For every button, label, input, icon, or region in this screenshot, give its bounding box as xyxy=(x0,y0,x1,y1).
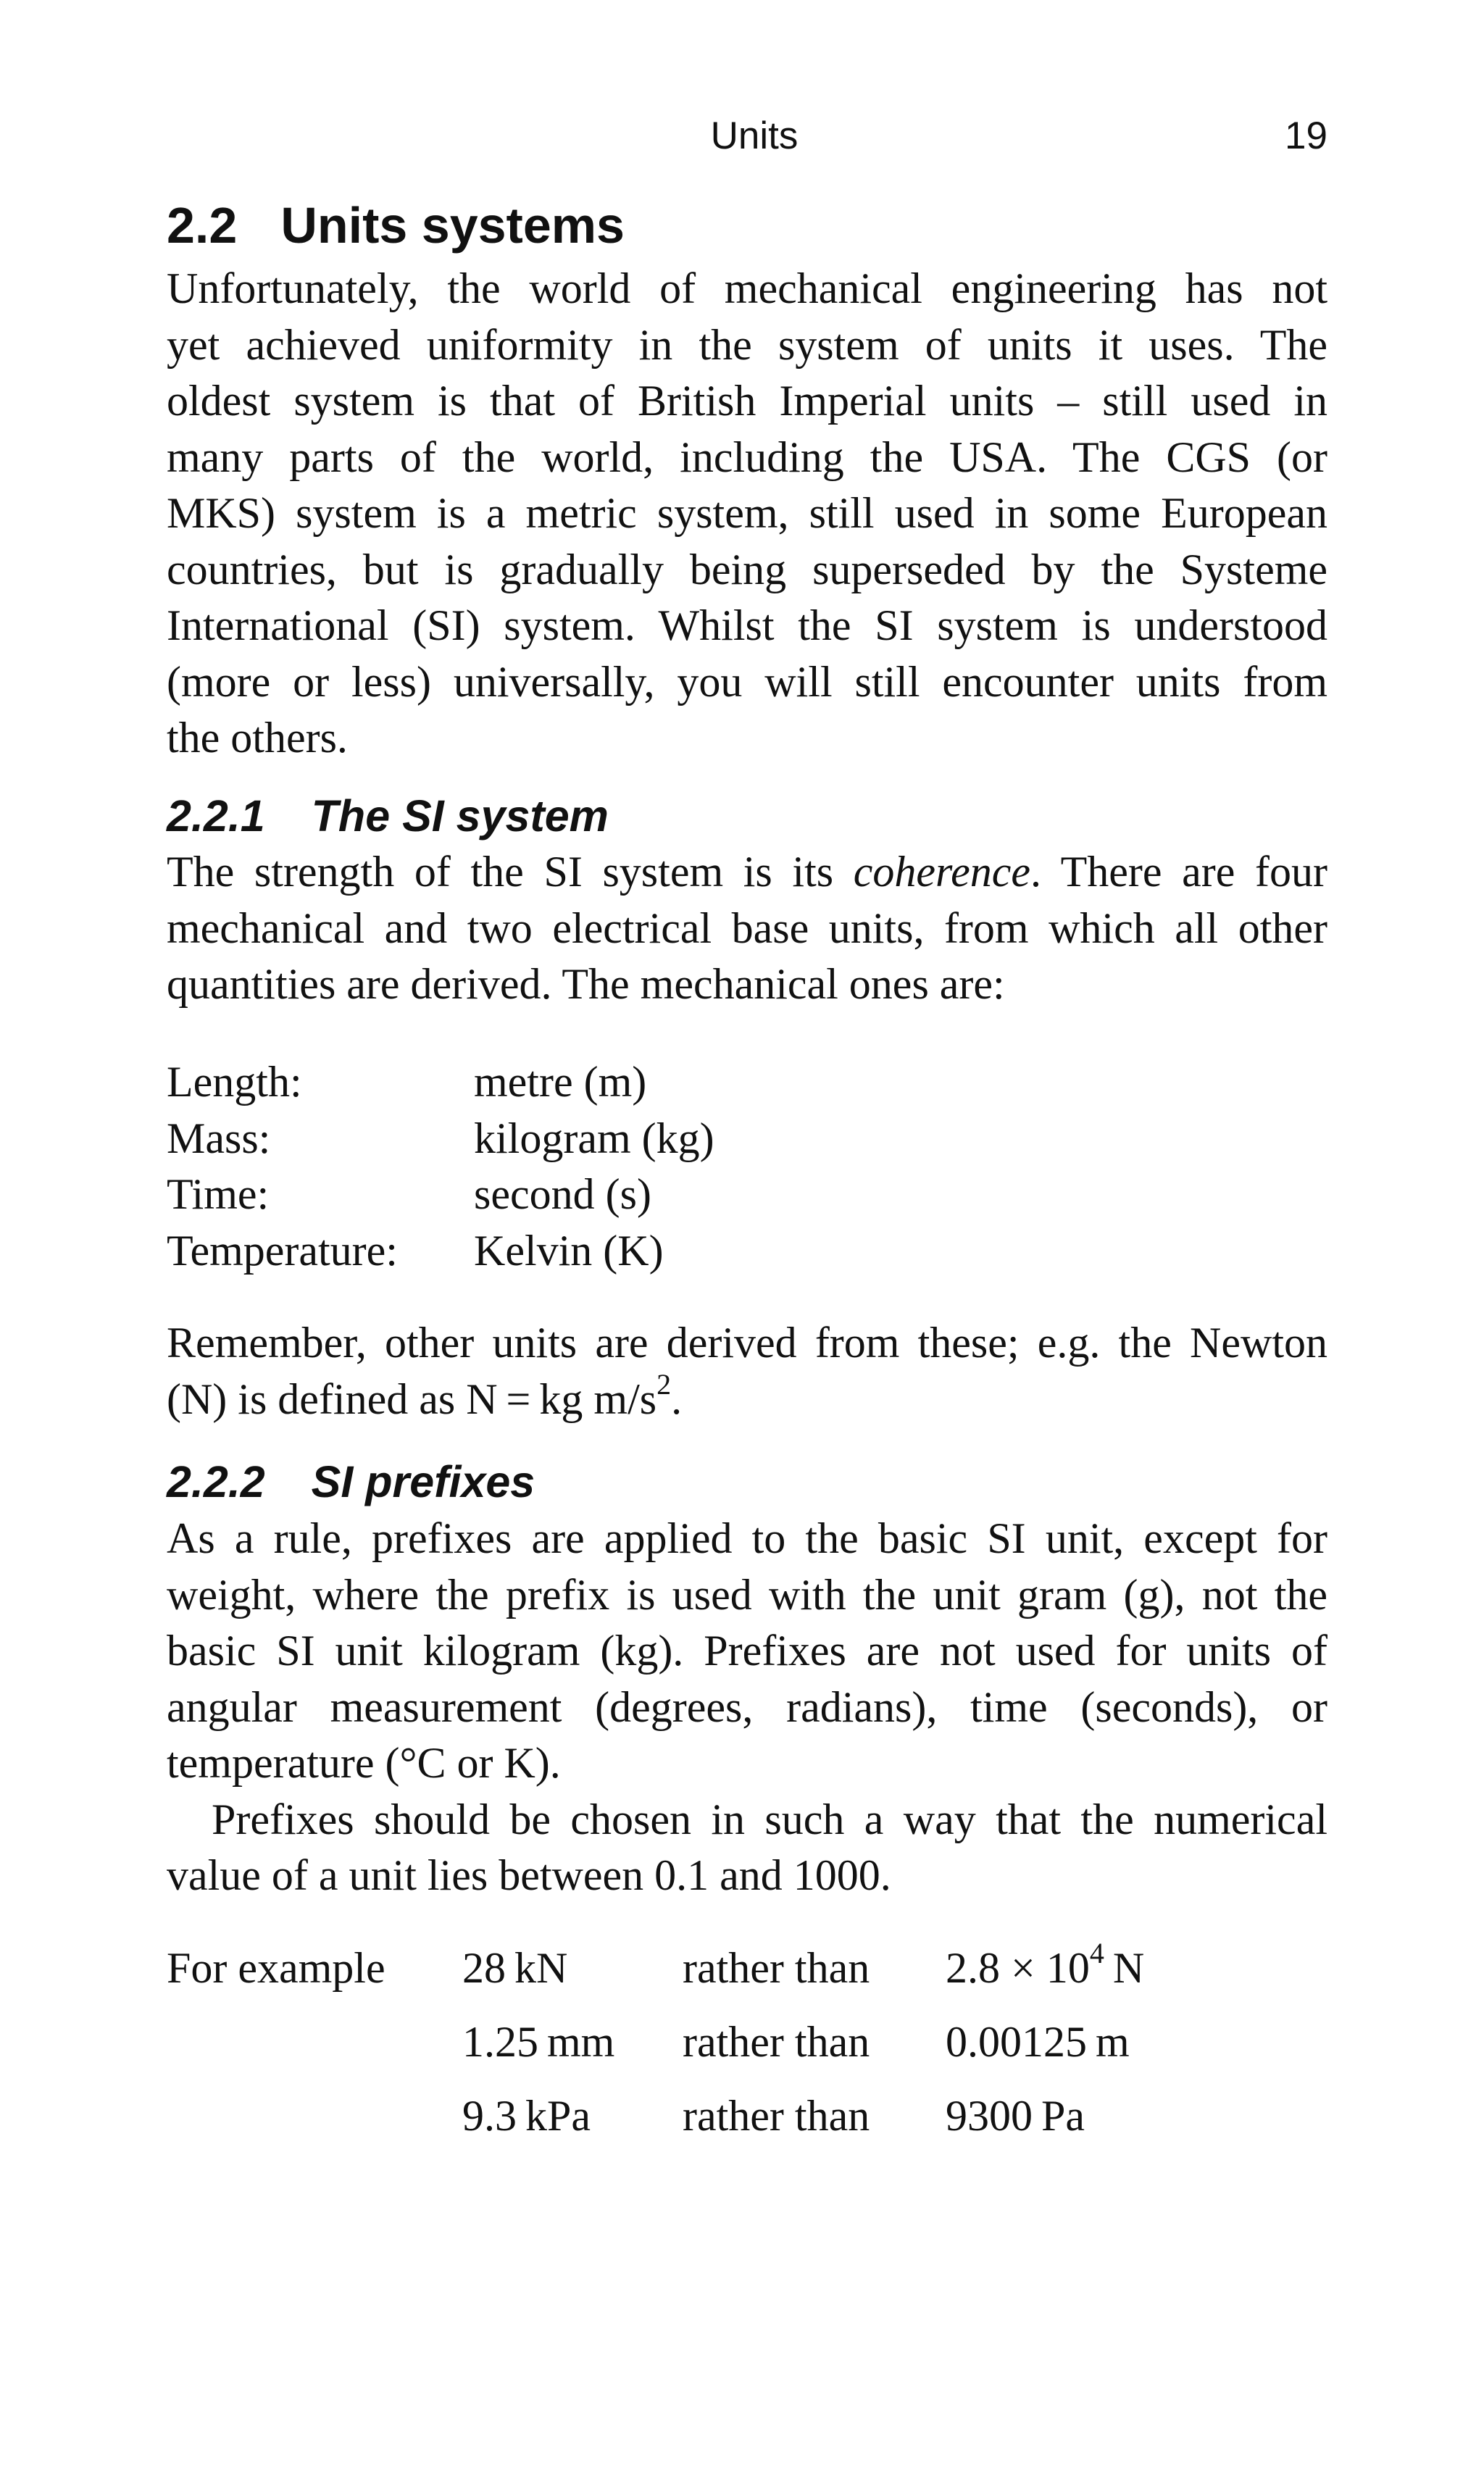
unit-value: kilogram (kg) xyxy=(474,1114,714,1162)
alternative-value xyxy=(946,2017,1130,2067)
table-row xyxy=(167,1167,714,1223)
paragraph-line: MKS) system is a metric system, still used in some European xyxy=(167,489,1327,537)
subsection-heading-si-system xyxy=(167,787,609,845)
paragraph-line: As a rule, prefixes are applied to the basic SI unit, except for xyxy=(167,1514,1327,1562)
quantity-label: Temperature: xyxy=(167,1226,398,1275)
example-lead: For example xyxy=(167,1944,385,1992)
alternative-value xyxy=(946,1937,1145,1993)
table-row xyxy=(167,1111,714,1167)
paragraph-line: the others. xyxy=(167,714,348,762)
section-number: 2.2 xyxy=(167,197,238,254)
connector-text: rather than xyxy=(683,2018,870,2066)
quantity-label: Time: xyxy=(167,1170,270,1218)
paragraph-line: quantities are derived. The mechanical ones are: xyxy=(167,960,1005,1008)
alt-base: 2.8 × 10 xyxy=(946,1944,1090,1992)
paragraph-line xyxy=(167,844,1327,901)
alternative-value xyxy=(946,2091,1085,2141)
prefixes-paragraph xyxy=(167,1511,1327,1904)
subsection-heading-si-prefixes xyxy=(167,1453,535,1511)
paragraph-line: yet achieved uniformity in the system of units it uses. The xyxy=(167,320,1327,369)
alt-base: 0.00125 m xyxy=(946,2018,1130,2066)
paragraph-line: International (SI) system. Whilst the SI system is understood xyxy=(167,601,1327,649)
paragraph-line: oldest system is that of British Imperial units – still used in xyxy=(167,377,1327,425)
preferred-value: 28 kN xyxy=(462,1944,568,1992)
unit-value: Kelvin (K) xyxy=(474,1226,664,1275)
section-paragraph xyxy=(167,261,1327,767)
connector-text: rather than xyxy=(683,1944,870,1992)
si-system-paragraph xyxy=(167,844,1327,1013)
superscript: 4 xyxy=(1089,1937,1104,1969)
quantity-label: Mass: xyxy=(167,1114,271,1162)
connector-text: rather than xyxy=(683,2092,870,2140)
paragraph-line: countries, but is gradually being superseded by the Systeme xyxy=(167,545,1327,593)
line-text: (N) is defined as N = kg m/s xyxy=(167,1375,657,1423)
line-text: . There are four xyxy=(1030,848,1327,896)
subsection-title: The SI system xyxy=(311,791,609,841)
paragraph-line: (more or less) universally, you will still encounter units from xyxy=(167,657,1327,706)
alt-base: 9300 Pa xyxy=(946,2092,1085,2140)
paragraph-line: weight, where the prefix is used with the unit gram (g), not the xyxy=(167,1570,1327,1619)
base-units-table xyxy=(167,1054,714,1279)
paragraph-line: angular measurement (degrees, radians), time (seconds), or xyxy=(167,1682,1327,1731)
table-row xyxy=(167,1223,714,1280)
running-header xyxy=(167,107,1327,165)
paragraph-line: many parts of the world, including the USA. The CGS (or xyxy=(167,433,1327,481)
paragraph-line: Remember, other units are derived from these; e.g. the Newton xyxy=(167,1319,1327,1367)
superscript: 2 xyxy=(656,1367,672,1401)
preferred-value: 9.3 kPa xyxy=(462,2092,591,2140)
unit-value: metre (m) xyxy=(474,1058,647,1106)
emphasis-coherence: coherence xyxy=(853,848,1031,896)
paragraph-line: value of a unit lies between 0.1 and 1000. xyxy=(167,1851,891,1899)
paragraph-line: mechanical and two electrical base units, from which all other xyxy=(167,904,1327,952)
section-heading xyxy=(167,193,625,258)
paragraph-line xyxy=(167,1367,1327,1428)
paragraph-line: basic SI unit kilogram (kg). Prefixes are not used for units of xyxy=(167,1627,1327,1675)
preferred-value: 1.25 mm xyxy=(462,2018,615,2066)
paragraph-line: temperature (°C or K). xyxy=(167,1739,561,1787)
newton-paragraph xyxy=(167,1315,1327,1427)
page-number: 19 xyxy=(1285,114,1327,157)
line-text: . xyxy=(671,1375,683,1423)
quantity-label: Length: xyxy=(167,1058,302,1106)
section-title: Units systems xyxy=(280,197,625,254)
running-head-title: Units xyxy=(710,114,799,157)
subsection-number: 2.2.1 xyxy=(167,791,265,841)
paragraph-line: Prefixes should be chosen in such a way that the numerical xyxy=(212,1795,1327,1843)
subsection-title: SI prefixes xyxy=(311,1457,535,1506)
line-text: The strength of the SI system is its xyxy=(167,848,854,896)
table-row xyxy=(167,1054,714,1111)
alt-after: N xyxy=(1104,1944,1145,1992)
paragraph-line: Unfortunately, the world of mechanical engineering has not xyxy=(167,264,1327,312)
subsection-number: 2.2.2 xyxy=(167,1457,265,1506)
unit-value: second (s) xyxy=(474,1170,651,1218)
